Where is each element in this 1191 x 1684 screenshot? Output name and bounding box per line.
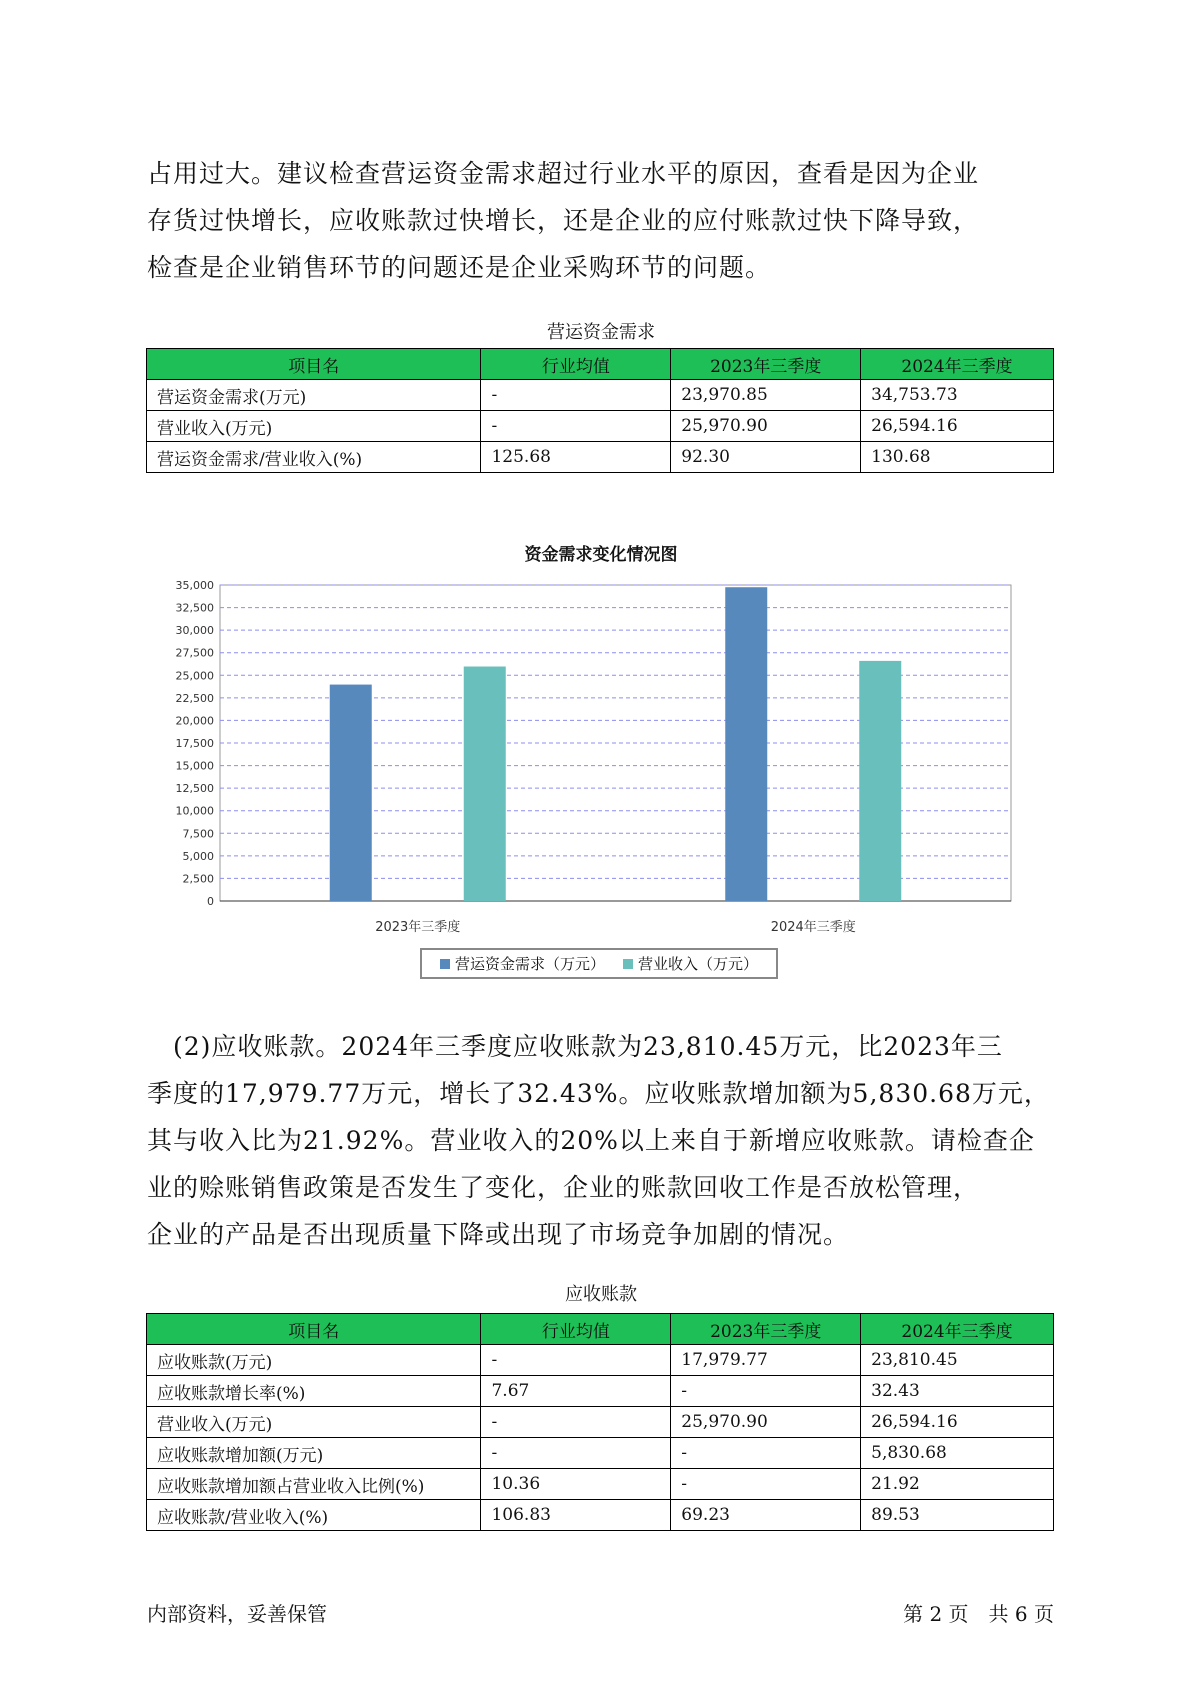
bar [725,587,767,901]
y-tick-label: 2,500 [182,872,214,886]
table-cell: 125.68 [481,442,671,473]
table-cell: 营业收入(万元) [147,1407,481,1438]
bar [859,661,901,901]
bar [330,685,372,901]
table-row [147,1407,1054,1438]
paragraph-working-capital [147,150,1047,291]
bar-chart [146,575,1014,935]
paragraph-line: 检查是企业销售环节的问题还是企业采购环节的问题。 [147,253,772,282]
table-cell: 26,594.16 [861,411,1054,442]
y-tick-label: 15,000 [175,759,214,773]
table-cell: 89.53 [861,1500,1054,1531]
table-cell: 23,810.45 [861,1345,1054,1376]
header-cell: 行业均值 [481,349,671,380]
table-row [147,380,1054,411]
table-cell: 23,970.85 [671,380,861,411]
table-cell: 25,970.90 [671,411,861,442]
table-cell: - [481,1407,671,1438]
y-tick-label: 7,500 [182,827,214,841]
table-caption-receivables: 应收账款 [565,1284,637,1305]
table-row [147,1345,1054,1376]
table-cell: 应收账款增加额(万元) [147,1438,481,1469]
paragraph-receivables [147,1023,1050,1258]
table-cell: 130.68 [861,442,1054,473]
table-cell: 应收账款/营业收入(%) [147,1500,481,1531]
paragraph-line: (2)应收账款。2024年三季度应收账款为23,810.45万元，比2023年三 [147,1032,1003,1061]
chart-title: 资金需求变化情况图 [524,545,678,565]
paragraph-line: 占用过大。建议检查营运资金需求超过行业水平的原因，查看是因为企业 [147,159,980,188]
x-tick-label: 2023年三季度 [375,920,461,935]
table-row [147,1376,1054,1407]
y-tick-label: 35,000 [175,579,214,592]
table-cell: - [671,1438,861,1469]
y-tick-label: 12,500 [175,782,214,796]
table-cell: 营运资金需求(万元) [147,380,481,411]
legend-label: 营运资金需求（万元） [454,955,605,973]
table-cell: 106.83 [481,1500,671,1531]
y-tick-label: 27,500 [175,646,214,660]
table-header-row [147,1314,1054,1345]
header-cell: 2023年三季度 [671,349,861,380]
paragraph-line: 企业的产品是否出现质量下降或出现了市场竞争加剧的情况。 [147,1220,850,1249]
table-cell: - [481,1345,671,1376]
legend-item [623,953,758,974]
x-tick-label: 2024年三季度 [770,920,856,935]
table-cell: 26,594.16 [861,1407,1054,1438]
table-caption-working-capital: 营运资金需求 [547,322,655,343]
header-cell: 2023年三季度 [671,1314,861,1345]
table-cell: - [481,380,671,411]
footer-page-number: 第 2 页 共 6 页 [903,1602,1054,1626]
paragraph-line: 业的赊账销售政策是否发生了变化，企业的账款回收工作是否放松管理， [147,1173,980,1202]
y-tick-label: 17,500 [175,737,214,750]
legend-swatch [623,959,633,969]
table-cell: 21.92 [861,1469,1054,1500]
header-cell: 行业均值 [481,1314,671,1345]
table-cell: - [671,1469,861,1500]
table-cell: 25,970.90 [671,1407,861,1438]
table-cell: 5,830.68 [861,1438,1054,1469]
y-tick-label: 0 [207,895,214,908]
table-row [147,1438,1054,1469]
y-tick-label: 10,000 [175,804,214,818]
legend-label: 营业收入（万元） [638,955,759,973]
y-tick-label: 5,000 [182,849,214,863]
y-tick-label: 22,500 [175,691,214,705]
table-cell: - [481,411,671,442]
y-tick-label: 32,500 [175,601,214,615]
table-cell: - [481,1438,671,1469]
table-row [147,442,1054,473]
table-cell: 营运资金需求/营业收入(%) [147,442,481,473]
table-cell: 应收账款(万元) [147,1345,481,1376]
footer-confidential-note: 内部资料，妥善保管 [147,1602,327,1626]
table-row [147,1500,1054,1531]
legend-swatch [440,959,450,969]
paragraph-line: 季度的17,979.77万元，增长了32.43%。应收账款增加额为5,830.68万元， [147,1079,1050,1108]
header-cell: 项目名 [147,349,481,380]
table-cell: 7.67 [481,1376,671,1407]
table-cell: - [671,1376,861,1407]
receivables-table [146,1313,1054,1531]
table-cell: 32.43 [861,1376,1054,1407]
table-cell: 10.36 [481,1469,671,1500]
legend-item [440,953,605,974]
y-tick-label: 20,000 [175,714,214,728]
y-tick-label: 25,000 [175,669,214,683]
header-cell: 2024年三季度 [861,349,1054,380]
chart-legend [420,948,778,979]
table-cell: 69.23 [671,1500,861,1531]
header-cell: 2024年三季度 [861,1314,1054,1345]
y-tick-label: 30,000 [175,624,214,638]
working-capital-table [146,348,1054,473]
table-header-row [147,349,1054,380]
paragraph-line: 其与收入比为21.92%。营业收入的20%以上来自于新增应收账款。请检查企 [147,1126,1035,1155]
table-cell: 营业收入(万元) [147,411,481,442]
paragraph-line: 存货过快增长，应收账款过快增长，还是企业的应付账款过快下降导致， [147,206,980,235]
table-cell: 应收账款增长率(%) [147,1376,481,1407]
header-cell: 项目名 [147,1314,481,1345]
table-cell: 应收账款增加额占营业收入比例(%) [147,1469,481,1500]
table-cell: 92.30 [671,442,861,473]
table-row [147,1469,1054,1500]
bar [464,667,506,901]
table-cell: 17,979.77 [671,1345,861,1376]
table-row [147,411,1054,442]
table-cell: 34,753.73 [861,380,1054,411]
